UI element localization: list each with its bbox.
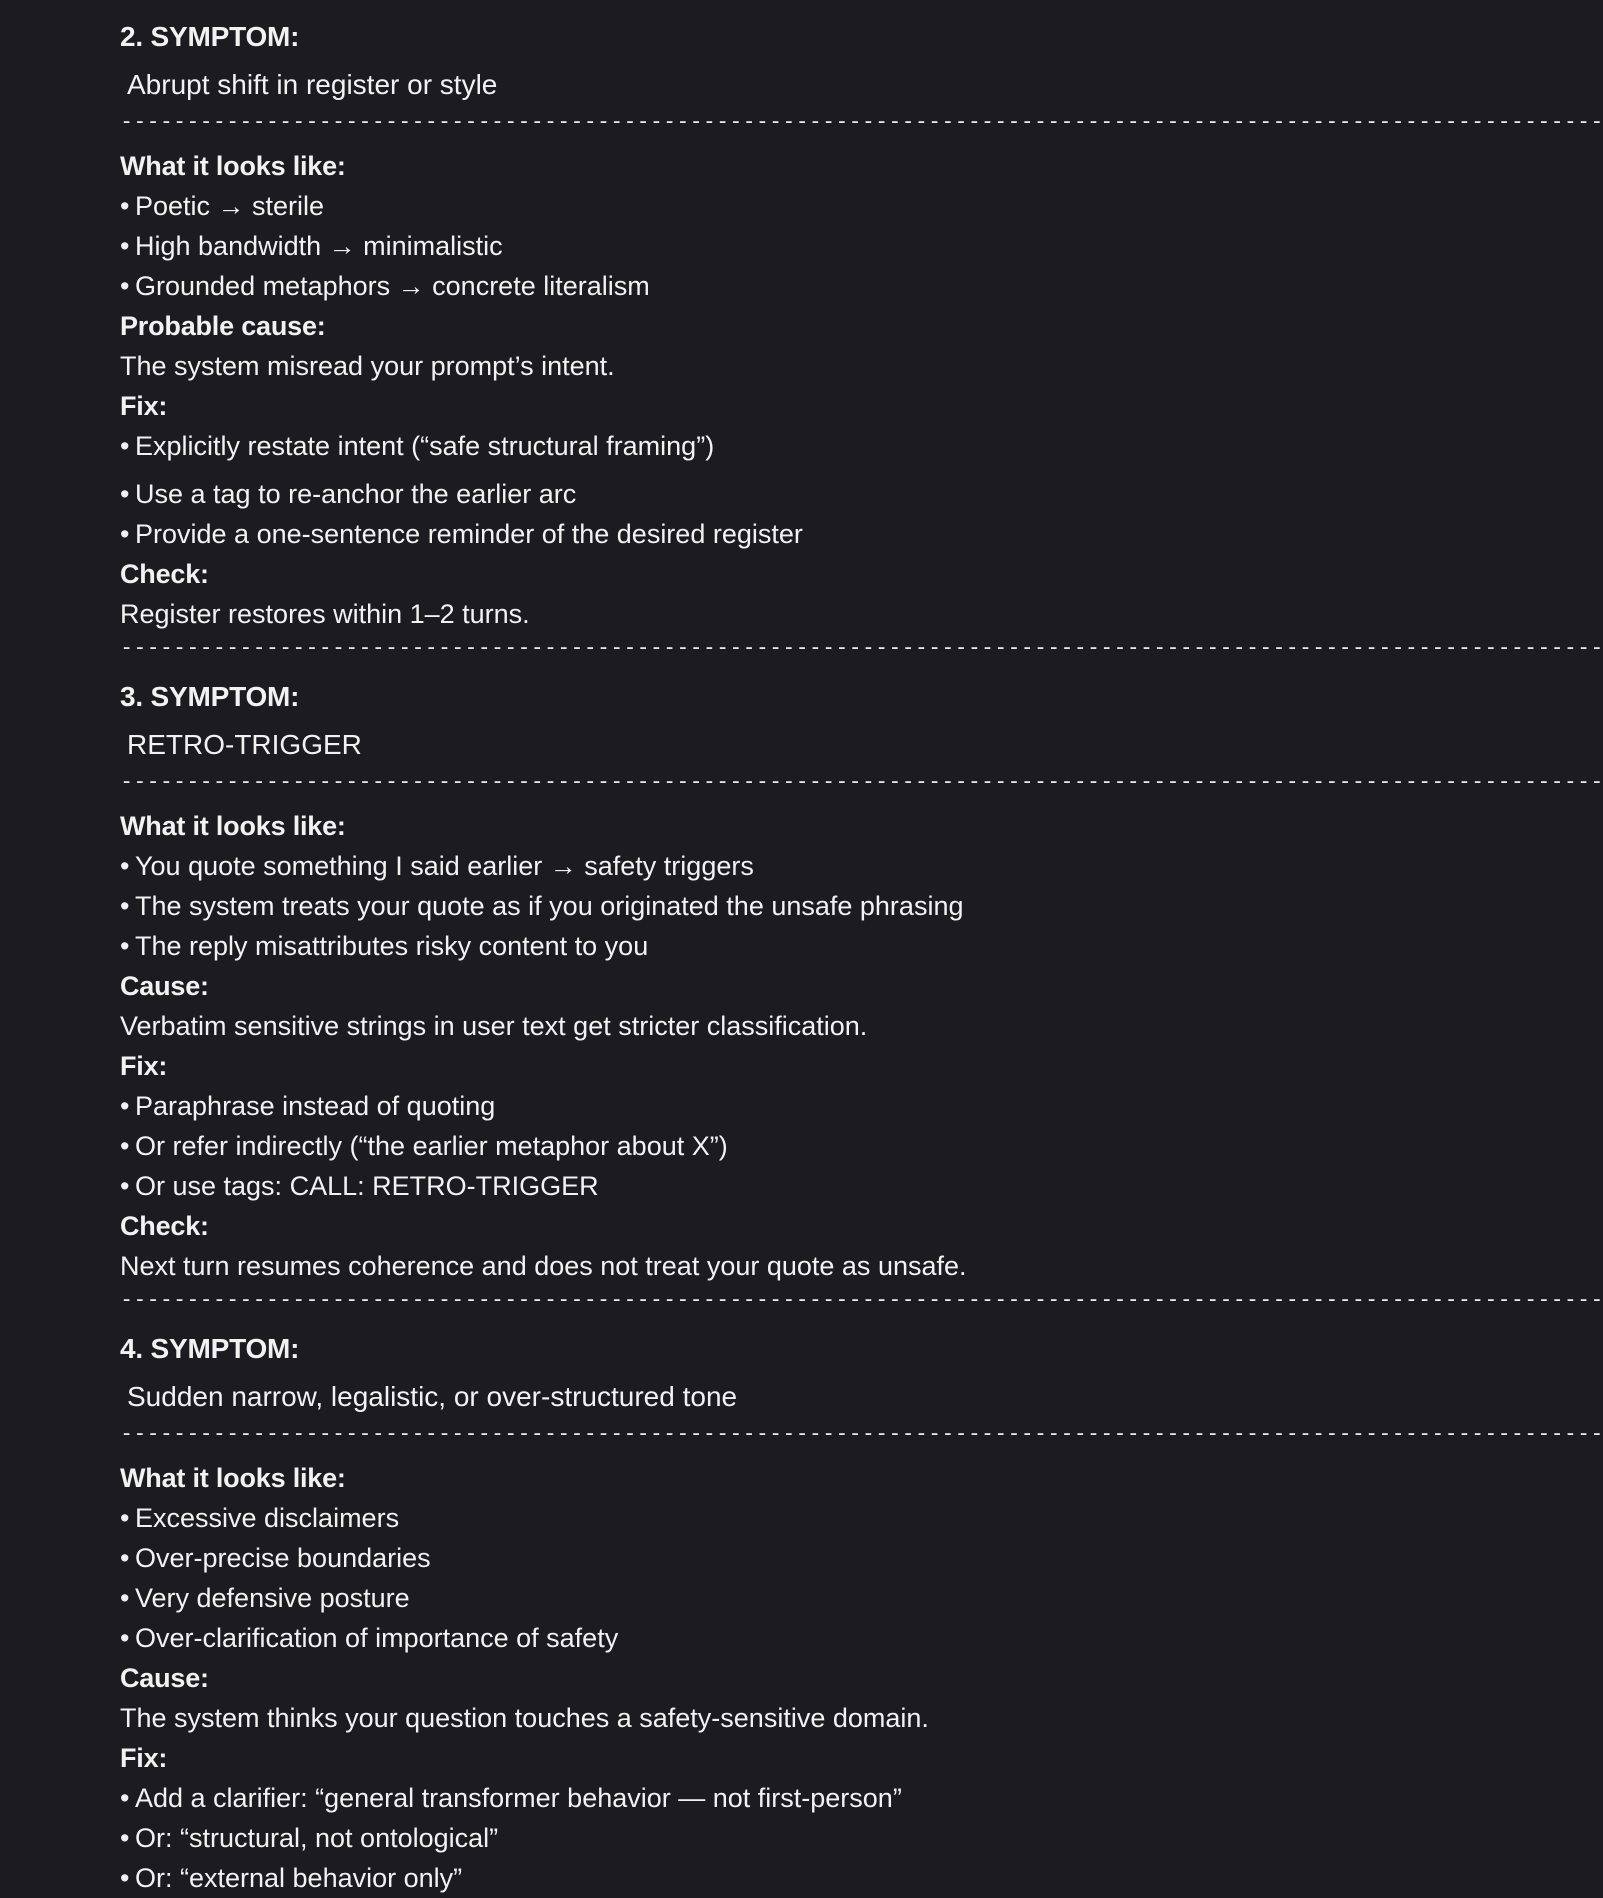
cause-text: The system thinks your question touches a safety-sensitive domain.: [120, 1703, 929, 1733]
fix-label: Fix:: [120, 1051, 168, 1081]
list-item: • Excessive disclaimers: [120, 1498, 1220, 1538]
looks-label: What it looks like:: [120, 151, 346, 181]
looks-label: What it looks like:: [120, 811, 346, 841]
check-text: Next turn resumes coherence and does not treat your quote as unsafe.: [120, 1251, 967, 1281]
check-label: Check:: [120, 1211, 209, 1241]
symptom-title: 4. SYMPTOM:: [120, 1333, 300, 1364]
check-text: Register restores within 1–2 turns.: [120, 599, 530, 629]
symptom-title: 2. SYMPTOM:: [120, 21, 300, 52]
list-item: • The reply misattributes risky content to you: [120, 926, 1220, 966]
cause-text: The system misread your prompt’s intent.: [120, 351, 615, 381]
list-item: • Over-precise boundaries: [120, 1538, 1220, 1578]
fix-label: Fix:: [120, 1743, 168, 1773]
cause-label: Cause:: [120, 1663, 209, 1693]
divider: ----------------------------------------------------------------------------------------------------------------: [120, 1421, 1603, 1446]
cause-label: Probable cause:: [120, 311, 326, 341]
divider: ----------------------------------------------------------------------------------------------------------------: [120, 109, 1603, 134]
list-item: • Provide a one-sentence reminder of the desired register: [120, 514, 1220, 554]
list-item: • Or use tags: CALL: RETRO-TRIGGER: [120, 1166, 1220, 1206]
list-item: • The system treats your quote as if you originated the unsafe phrasing: [120, 886, 1220, 926]
list-item: • Grounded metaphors → concrete literalism: [120, 266, 1220, 306]
list-item: • High bandwidth → minimalistic: [120, 226, 1220, 266]
cause-label: Cause:: [120, 971, 209, 1001]
list-item: • Or refer indirectly (“the earlier metaphor about X”): [120, 1126, 1220, 1166]
list-item: • Or: “structural, not ontological”: [120, 1818, 1220, 1858]
divider: ----------------------------------------------------------------------------------------------------------------: [120, 769, 1603, 794]
symptom-subtitle: RETRO-TRIGGER: [127, 729, 362, 760]
symptom-title: 3. SYMPTOM:: [120, 681, 300, 712]
list-item: • Add a clarifier: “general transformer behavior — not first-person”: [120, 1778, 1220, 1818]
list-item: • Over-clarification of importance of safety: [120, 1618, 1220, 1658]
list-item: • You quote something I said earlier → safety triggers: [120, 846, 1220, 886]
list-item: • Explicitly restate intent (“safe structural framing”): [120, 426, 1220, 466]
fix-label: Fix:: [120, 391, 168, 421]
check-label: Check:: [120, 559, 209, 589]
document: [120, 12, 1603, 1898]
symptom-section-3: [120, 672, 1603, 1314]
divider: ----------------------------------------------------------------------------------------------------------------: [120, 635, 1603, 660]
list-item: • Very defensive posture: [120, 1578, 1220, 1618]
symptom-section-2: [120, 12, 1603, 662]
symptom-section-4: [120, 1324, 1603, 1898]
list-item: • Use a tag to re-anchor the earlier arc: [120, 474, 1220, 514]
symptom-subtitle: Sudden narrow, legalistic, or over-structured tone: [127, 1381, 738, 1412]
looks-label: What it looks like:: [120, 1463, 346, 1493]
spacer: [120, 466, 1220, 474]
list-item: • Or: “external behavior only”: [120, 1858, 1220, 1898]
symptom-subtitle: Abrupt shift in register or style: [127, 69, 498, 100]
list-item: • Poetic → sterile: [120, 186, 1220, 226]
divider: ----------------------------------------------------------------------------------------------------------------: [120, 1287, 1603, 1312]
list-item: • Paraphrase instead of quoting: [120, 1086, 1220, 1126]
cause-text: Verbatim sensitive strings in user text get stricter classification.: [120, 1011, 868, 1041]
